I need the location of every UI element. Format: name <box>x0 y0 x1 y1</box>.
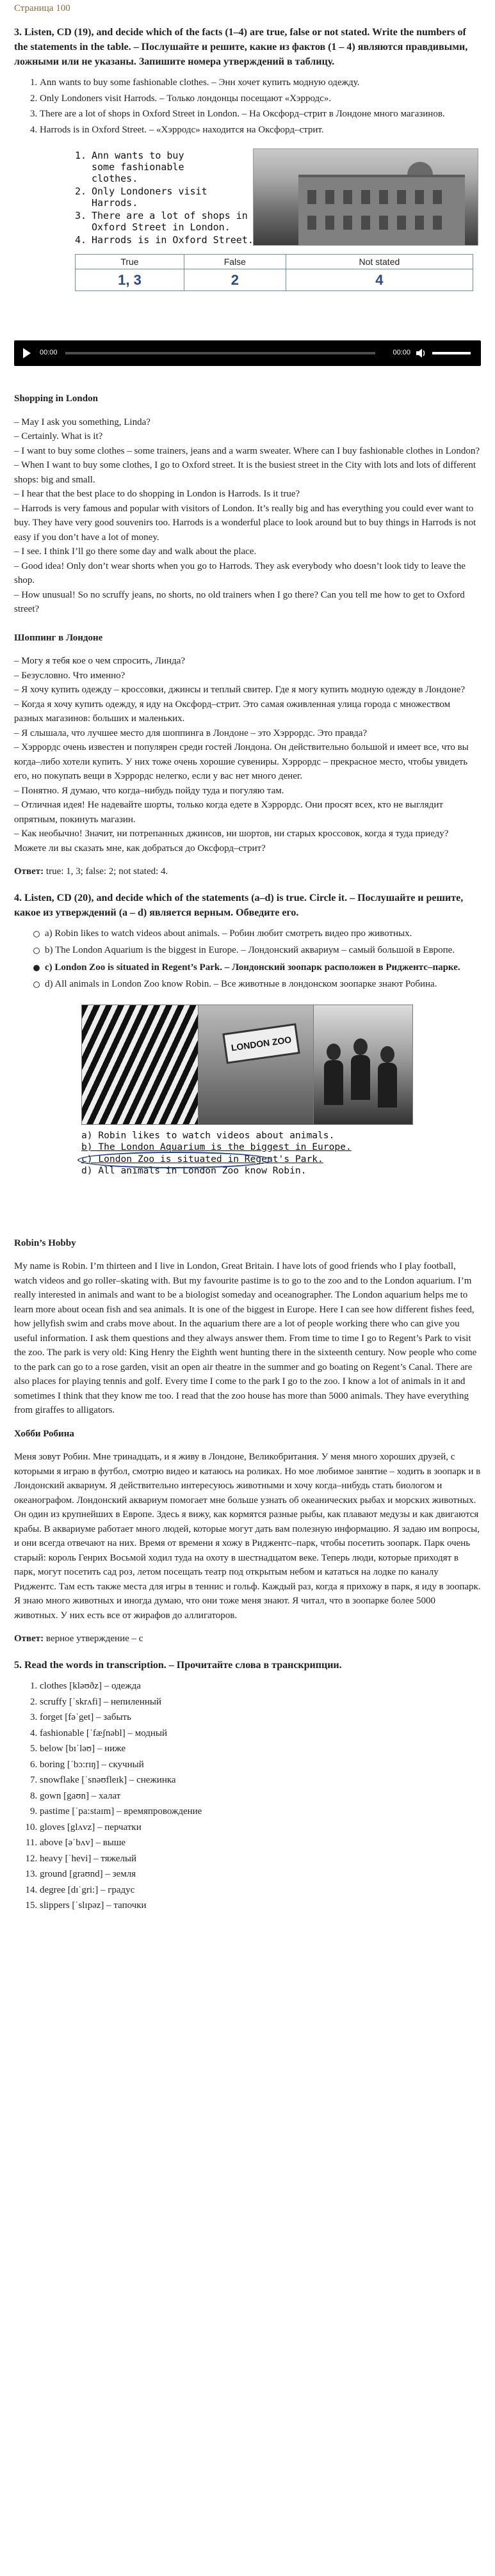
word-item: 9. pastime [ˈpa:staɪm] – времяпровождение <box>40 1804 481 1819</box>
dialog-line: – Понятно. Я думаю, что когда–нибудь пойду туда и погуляю там. <box>14 785 284 796</box>
dialog-line: – Могу я тебя кое о чем спросить, Линда? <box>14 656 186 667</box>
task3-item: 1. Ann wants to buy some fashionable clothes. – Энн хочет купить модную одежду. <box>40 76 481 90</box>
task3-figure <box>67 148 477 322</box>
dialog-line: – Я слышала, что лучшее место для шоппинга в Лондоне – это Хэррордс. Это правда? <box>14 727 368 738</box>
dialog-line: – Как необычно! Значит, ни потрепанных джинсов, ни шортов, ни старых кроссовок, когда я туда приеду? Можете ли вы сказать мне, как добраться до Оксфорд–стрит? <box>14 829 449 854</box>
audio-player <box>14 340 481 366</box>
task3-item: 3. There are a lot of shops in Oxford Street in London. – На Оксфорд–стрит в Лондоне много магазинов. <box>40 107 481 122</box>
word-item: 1. clothes [kləʊðz] – одежда <box>40 1679 481 1694</box>
dialog-line: – Certainly. What is it? <box>14 431 103 442</box>
answer-label: Ответ: <box>14 1634 44 1644</box>
dialog-line: – Harrods is very famous and popular with visitors of London. It’s really big and has everything you could ever want to buy. They have very good souvenirs too. Harrods is a wonderful place to look around but to buy things in Harrods is not easy if you don’t have a lot of money. <box>14 503 476 543</box>
task3-list <box>14 76 481 137</box>
figure-option: c) London Zoo is situated in Regent's Park. <box>81 1153 323 1165</box>
dialog-line: – Безусловно. Что именно? <box>14 670 126 681</box>
figure-statement: 2. Only Londoners visit Harrods. <box>75 186 207 209</box>
section-title-shopping-en: Shopping in London <box>14 394 98 404</box>
task4-item: c) London Zoo is situated in Regent’s Park. – Лондонский зоопарк расположен в Риджентс–парке. <box>33 960 481 975</box>
task3-item: 2. Only Londoners visit Harrods. – Только лондонцы посещают «Хэрродс». <box>40 91 481 106</box>
word-item: 2. scruffy [ˈskrʌfi] – непиленный <box>40 1695 481 1710</box>
progress-bar[interactable] <box>65 352 375 354</box>
table-value-false: 2 <box>184 269 286 291</box>
task5-heading: 5. Read the words in transcription. – Прочитайте слова в транскрипции. <box>14 1659 342 1671</box>
section-title-robin-ru: Хобби Робина <box>14 1428 74 1439</box>
people-photo <box>313 1005 413 1125</box>
task4-heading: 4. Listen, CD (20), and decide which of the statements (a–d) is true. Circle it. – Послушайте и решите, какое из утверждений (a – d) является верным. Обведите его. <box>14 892 464 918</box>
task3-heading: 3. Listen, CD (19), and decide which of the facts (1–4) are true, false or not stated. Write the numbers of the statements in the table. – Послушайте и решите, какие из фактов (1 – 4) являются правдивыми, ложными или не указаны. Запишите номера утверждений в таблицу. <box>14 26 468 67</box>
dialog-line: – I hear that the best place to do shopping in London is Harrods. Is it true? <box>14 489 300 500</box>
dialog-line: – Хэррордс очень известен и популярен среди гостей Лондона. Он действительно большой и имеет все, что вы когда–либо хотели купить. У них тоже очень хорошие сувениры. Хэррордс – прекрасное место, чтобы увидеть его, но покупать вещи в Хэррордс нелегко, если у вас нет много денег. <box>14 742 469 782</box>
zoo-sign: LONDON ZOO <box>222 1023 300 1064</box>
task4-item: d) All animals in London Zoo know Robin. – Все животные в лондонском зоопарке знают Робина. <box>33 977 481 992</box>
dialog-line: – I see. I think I’ll go there some day and walk about the place. <box>14 546 257 557</box>
answer-4 <box>14 1632 481 1646</box>
figure-option: d) All animals in London Zoo know Robin. <box>81 1165 307 1177</box>
table-header-true: True <box>76 255 184 269</box>
play-icon[interactable] <box>23 348 31 358</box>
word-item: 7. snowflake [ˈsnəʊfleɪk] – снежинка <box>40 1773 481 1788</box>
word-item: 14. degree [dɪˈgri:] – градус <box>40 1883 481 1898</box>
page <box>0 1 495 1913</box>
dialog-line: – Я хочу купить одежду – кроссовки, джинсы и теплый свитер. Где я могу купить модную одежду в Лондоне? <box>14 685 466 696</box>
dialog-line: – I want to buy some clothes – some trainers, jeans and a warm sweater. Where can I buy fashionable clothes in London? <box>14 445 480 456</box>
word-item: 4. fashionable [ˈfæʃnəbl] – модный <box>40 1726 481 1741</box>
answer-3 <box>14 864 481 879</box>
task3-item: 4. Harrods is in Oxford Street. – «Хэрродс» находится на Оксфорд–стрит. <box>40 123 481 138</box>
answer-table <box>75 254 473 291</box>
word-item: 3. forget [fəˈget] – забыть <box>40 1710 481 1725</box>
answer-circle <box>77 1152 272 1168</box>
building-shape <box>298 175 465 246</box>
figure-option: a) Robin likes to watch videos about animals. <box>81 1129 335 1141</box>
total-time: 00:00 <box>393 349 410 357</box>
zoo-photos <box>81 1005 412 1124</box>
word-item: 8. gown [gaʊn] – халат <box>40 1789 481 1804</box>
figure-statement: 4. Harrods is in Oxford Street. <box>75 234 254 246</box>
answer-text: true: 1, 3; false: 2; not stated: 4. <box>44 866 168 877</box>
dialog-en <box>14 415 481 617</box>
volume-icon[interactable] <box>416 348 426 358</box>
task5-list <box>14 1679 481 1913</box>
answer-text: верное утверждение – c <box>44 1634 143 1644</box>
harrods-photo <box>253 148 478 246</box>
dialog-line: – When I want to buy some clothes, I go to Oxford street. It is the busiest street in the City with lots and lots of different shops: big and small. <box>14 460 476 485</box>
robin-text-ru: Меня зовут Робин. Мне тринадцать, и я живу в Лондоне, Великобритания. У меня много хороших друзей, с которыми я играю в футбол, смотрю видео и катаюсь на роликах. Но мое любимое занятие – ходить в зоопарк и в Лондонский аквариум. Я действительно интересуюсь животными и хочу когда–нибудь стать биологом и океанографом. Лондонский аквариум помогает мне больше узнать об океанических рыбах и морских животных. Он один из крупнейших в Европе. Здесь я вижу, как кормятся разные рыбы, как плавают медузы и как двигаются крабы. В аквариуме работает много людей, которые могут дать вам полезную информацию. Я задаю им вопросы, и они всегда отвечают на них. Время от времени я хожу в Риджентс–парк, чтобы посетить зоопарк. Парк очень старый: король Генрих Восьмой ходил туда на охоту в шестнадцатом веке. Теперь люди, которые приходят в парк, могут посетить сад роз, летом посещать театр под открытым небом и кататься на лодке по каналу Риджентс. Там есть также места для игры в теннис и гольф. Каждый раз, когда я прихожу в парк, я иду в зоопарк. Я знаю много животных и иногда думаю, что они тоже меня знают. Я читал, что в зоопарке более 5000 животных. У них есть все от жирафов до аллигаторов. <box>14 1452 481 1621</box>
word-item: 13. ground [graʊnd] – земля <box>40 1867 481 1882</box>
word-item: 6. boring [ˈbɔ:rɪŋ] – скучный <box>40 1758 481 1772</box>
figure-option: b) The London Aquarium is the biggest in Europe. <box>81 1141 352 1153</box>
page-number: Страница 100 <box>14 3 70 13</box>
dialog-line: – Good idea! Only don’t wear shorts when you go to Harrods. They ask everybody who doesn’t look tidy to leave the shop. <box>14 561 466 586</box>
table-header-not-stated: Not stated <box>286 255 473 269</box>
figure-statement: 1. Ann wants to buy some fashionable clothes. <box>75 150 184 185</box>
section-title-shopping-ru: Шоппинг в Лондоне <box>14 632 103 643</box>
dialog-line: – Отличная идея! Не надевайте шорты, только когда едете в Хэррордс. Они просят всех, кто не выглядит опрятным, покинуть магазин. <box>14 800 443 825</box>
figure-statements <box>75 150 286 247</box>
robin-text-en: My name is Robin. I’m thirteen and I live in London, Great Britain. I have lots of good friends who I play football, watch videos and go roller–skating with. But my favourite pastime is to go to the zoo and to the London aquarium. I’m really interested in animals and want to be a biologist someday and oceanographer. The London aquarium helps me to learn more about ocean fish and sea animals. It is one of the biggest in Europe. Here I can see how different fishes feed, how jellyfish swim and crabs move about. In the aquarium there are a lot of people working there who can give you useful information. I ask them questions and they always answer them. From time to time I go to Regent’s Park to visit the zoo. The park is very old: King Henry the Eighth went hunting there in the sixteenth century. Now people who come to the park can go to a rose garden, visit an open air theatre in the summer and go boating on Regent’s Canal. There are also places for playing tennis and golf. Every time I come to the park I go to the zoo. I know a lot of animals in it and sometimes I think that they know me too. I read that the zoo house has more than 5000 animals. They have everything from giraffes to alligators. <box>14 1261 477 1416</box>
answer-label: Ответ: <box>14 866 44 877</box>
word-item: 15. slippers [ˈslɪpəz] – тапочки <box>40 1898 481 1913</box>
table-value-true: 1, 3 <box>76 269 184 291</box>
zebra-photo <box>81 1005 199 1125</box>
dialog-line: – How unusual! So no scruffy jeans, no shorts, no old trainers when I go there? Can you tell me how to get to Oxford street? <box>14 589 465 615</box>
word-item: 12. heavy [ˈhevi] – тяжелый <box>40 1852 481 1866</box>
current-time: 00:00 <box>40 349 58 357</box>
task4-list <box>14 926 481 992</box>
task4-item: b) The London Aquarium is the biggest in Europe. – Лондонский аквариум – самый большой в Европе. <box>33 943 481 958</box>
zoo-sign-photo <box>198 1005 314 1125</box>
word-item: 5. below [bɪˈləʊ] – ниже <box>40 1742 481 1756</box>
table-value-not-stated: 4 <box>286 269 473 291</box>
dialog-line: – Когда я хочу купить одежду, я иду на Оксфорд–стрит. Это самая оживленная улица города с множеством разных магазинов: больших и маленьких. <box>14 699 451 724</box>
section-title-robin-en: Robin’s Hobby <box>14 1237 76 1248</box>
volume-slider[interactable] <box>432 352 471 354</box>
figure-statement: 3. There are a lot of shops in Oxford Street in London. <box>75 210 248 234</box>
task4-figure <box>81 1005 412 1211</box>
table-header-false: False <box>184 255 286 269</box>
dialog-ru <box>14 654 481 855</box>
dialog-line: – May I ask you something, Linda? <box>14 417 150 427</box>
word-item: 10. gloves [glʌvz] – перчатки <box>40 1820 481 1835</box>
task4-item: a) Robin likes to watch videos about animals. – Робин любит смотреть видео про животных. <box>33 926 481 941</box>
word-item: 11. above [əˈbʌv] – выше <box>40 1836 481 1850</box>
